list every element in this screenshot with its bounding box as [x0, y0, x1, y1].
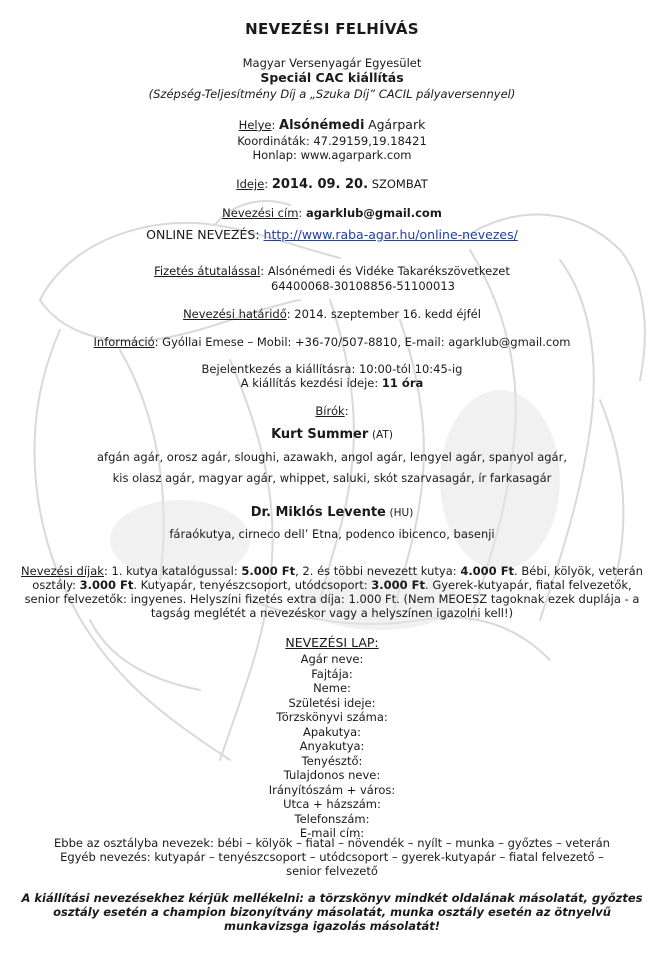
date-day: SZOMBAT — [371, 177, 428, 191]
judge-1 — [0, 427, 664, 442]
closing-note: A kiállítási nevezésekhez kérjük mellékelni: a törzskönyv mindkét oldalának másolatát, győztes osztály esetén a champion bizonyítvány másolatát, munka osztály esetén az ötnyelvű munkavizsga igazolás másolatát! — [21, 891, 643, 933]
online-entry-label: ONLINE NEVEZÉS: — [146, 227, 260, 242]
entry-address-line: Nevezési cím: agarklub@gmail.com — [222, 206, 442, 220]
checkin-time: Bejelentkezés a kiállításra: 10:00-tól 10:45-ig — [201, 362, 463, 376]
other-entries-2: senior felvezető — [286, 864, 378, 878]
form-field-label: Tulajdonos neve: — [283, 768, 381, 782]
start-time-value: 11 óra — [381, 376, 424, 390]
venue-suffix: Agárpark — [368, 117, 426, 132]
judge-1-breeds-1: afgán agár, orosz agár, sloughi, azawakh, angol agár, lengyel agár, spanyol agár, — [96, 450, 567, 464]
date-line: Ideje: 2014. 09. 20. SZOMBAT — [236, 177, 428, 192]
start-time-line — [0, 376, 664, 390]
venue-label: Helye — [238, 118, 272, 132]
info-line: Információ: Gyóllai Emese – Mobil: +36-70/507-8810, E-mail: agarklub@gmail.com — [93, 335, 571, 349]
form-field-label: Tenyésztő: — [301, 753, 363, 768]
judge-1-breeds-2: kis olasz agár, magyar agár, whippet, saluki, skót szarvasagár, ír farkasagár — [112, 471, 552, 485]
info-value: Gyóllai Emese – Mobil: +36-70/507-8810, E-mail: agarklub@gmail.com — [162, 335, 571, 349]
payment-account: 64400068-30108856-51100013 — [271, 279, 455, 293]
venue-line: Helye: Alsónémedi Agárpark — [238, 117, 426, 133]
start-time-label: A kiállítás kezdési ideje: — [240, 376, 379, 390]
venue-name: Alsónémedi — [279, 118, 365, 133]
entry-form-title: NEVEZÉSI LAP: — [285, 635, 379, 650]
document-title: NEVEZÉSI FELHÍVÁS — [245, 20, 419, 38]
form-field-label: Törzskönyvi száma: — [276, 710, 388, 724]
judge-2-country: (HU) — [389, 507, 414, 519]
entry-classes: Ebbe az osztályba nevezek: bébi – kölyök – fiatal – növendék – nyílt – munka – győztes – veterán — [54, 836, 610, 850]
date-value: 2014. 09. 20. — [271, 177, 369, 192]
deadline-value: 2014. szeptember 16. kedd éjfél — [294, 307, 481, 321]
form-field-label: Fajtája: — [311, 666, 353, 681]
form-field-label: Neme: — [313, 681, 351, 695]
judge-2-name: Dr. Miklós Levente — [250, 505, 386, 520]
event-name: Speciál CAC kiállítás — [260, 70, 404, 85]
judges-heading: Bírók: — [315, 404, 349, 418]
form-field-label: Apakutya: — [302, 724, 362, 739]
judge-2-breeds: fáraókutya, cirneco dell’ Etna, podenco ibicenco, basenji — [169, 527, 495, 541]
payment-line: Fizetés átutalással: Alsónémedi és Vidéke Takarékszövetkezet — [154, 264, 510, 278]
deadline-label: Nevezési határidő — [183, 307, 287, 321]
info-label: Információ — [93, 335, 155, 349]
date-label: Ideje — [236, 177, 265, 191]
judge-2 — [0, 505, 664, 520]
entry-email[interactable]: agarklub@gmail.com — [305, 206, 442, 220]
entry-address-label: Nevezési cím — [222, 206, 299, 220]
form-field-label: E-mail cím: — [299, 826, 365, 840]
venue-coordinates: Koordináták: 47.29159,19.18421 — [237, 134, 427, 148]
other-entries-1: Egyéb nevezés: kutyapár – tenyészcsoport – utódcsoport – gyerek-kutyapár – fiatal felvezető – — [60, 850, 604, 864]
judge-1-name: Kurt Summer — [271, 427, 369, 442]
form-field-label: Agár neve: — [300, 652, 364, 666]
form-field-label: Utca + házszám: — [283, 797, 381, 811]
payment-label: Fizetés átutalással — [154, 264, 261, 278]
venue-website: Honlap: www.agarpark.com — [252, 148, 412, 162]
event-subtitle: (Szépség-Teljesítmény Díj a „Szuka Díj” CACIL pályaversennyel) — [148, 87, 516, 101]
judge-1-country: (AT) — [371, 429, 393, 441]
entry-fees: Nevezési díjak: 1. kutya katalógussal: 5.000 Ft, 2. és többi nevezett kutya: 4.000 Ft. Bébi, kölyök, veterán osztály: 3.000 Ft. Kutyapár, tenyészcsoport, utódcsoport: 3.000 Ft. Gyerek-kutyapár, fiatal felvezetők, senior felvezetők: ingyenes. Helyszíni fizetés extra díja: 1.000 Ft. (Nem MEOESZ tagoknak ezek duplája - a tagság meglétét a nevezéskor vagy a helyszínen igazolni kell!) — [21, 564, 643, 620]
form-field-label: Irányítószám + város: — [268, 782, 396, 797]
online-entry-link[interactable]: http://www.raba-agar.hu/online-nevezes/ — [263, 227, 518, 242]
form-field-label: Születési ideje: — [288, 695, 376, 710]
payment-bank: Alsónémedi és Vidéke Takarékszövetkezet — [267, 264, 510, 278]
deadline-line: Nevezési határidő: 2014. szeptember 16. kedd éjfél — [183, 307, 481, 321]
online-entry-line — [0, 228, 664, 242]
fees-label: Nevezési díjak — [21, 564, 104, 578]
form-field-label: Telefonszám: — [294, 811, 370, 826]
organizer-name: Magyar Versenyagár Egyesület — [242, 56, 422, 70]
judges-label: Bírók — [315, 404, 345, 418]
form-field-label: Anyakutya: — [299, 739, 365, 753]
